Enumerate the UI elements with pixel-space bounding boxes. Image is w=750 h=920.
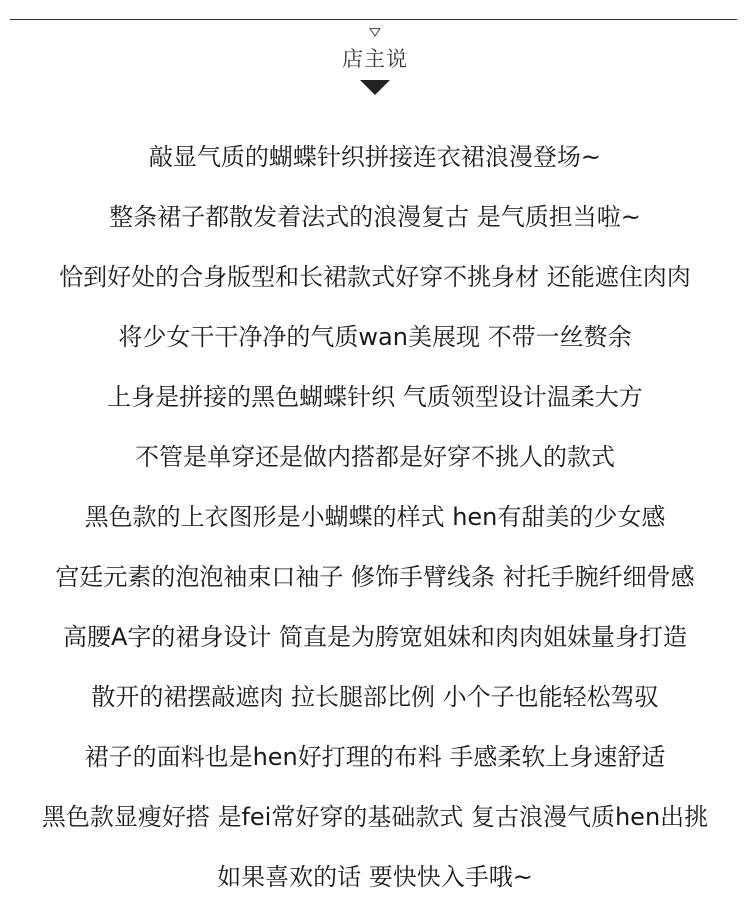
text-line: 如果喜欢的话 要快快入手哦~ xyxy=(217,863,533,891)
text-line: 敲显气质的蝴蝶针织拼接连衣裙浪漫登场~ xyxy=(148,143,602,171)
text-line: 散开的裙摆敲遮肉 拉长腿部比例 小个子也能轻松驾驭 xyxy=(91,683,659,711)
text-line: 不管是单穿还是做内搭都是好穿不挑人的款式 xyxy=(135,443,615,471)
top-divider xyxy=(10,19,737,20)
text-line: 黑色款的上衣图形是小蝴蝶的样式 hen有甜美的少女感 xyxy=(84,503,666,531)
text-line: 将少女干干净净的气质wan美展现 不带一丝赘余 xyxy=(118,323,632,351)
text-line: 上身是拼接的黑色蝴蝶针织 气质领型设计温柔大方 xyxy=(107,383,643,411)
text-line: 黑色款显瘦好搭 是fei常好穿的基础款式 复古浪漫气质hen出挑 xyxy=(41,803,709,831)
section-header xyxy=(0,28,750,95)
section-title: 店主说 xyxy=(342,47,408,71)
text-line: 宫廷元素的泡泡袖束口袖子 修饰手臂线条 衬托手腕纤细骨感 xyxy=(55,563,695,591)
text-line: 整条裙子都散发着法式的浪漫复古 是气质担当啦~ xyxy=(109,203,641,231)
small-triangle-icon xyxy=(369,28,381,37)
triangle-down-icon xyxy=(360,80,390,95)
text-line: 恰到好处的合身版型和长裙款式好穿不挑身材 还能遮住肉肉 xyxy=(59,263,691,291)
description-text xyxy=(0,127,750,907)
text-line: 高腰A字的裙身设计 简直是为胯宽姐妹和肉肉姐妹量身打造 xyxy=(62,623,688,651)
text-line: 裙子的面料也是hen好打理的布料 手感柔软上身速舒适 xyxy=(84,743,666,771)
